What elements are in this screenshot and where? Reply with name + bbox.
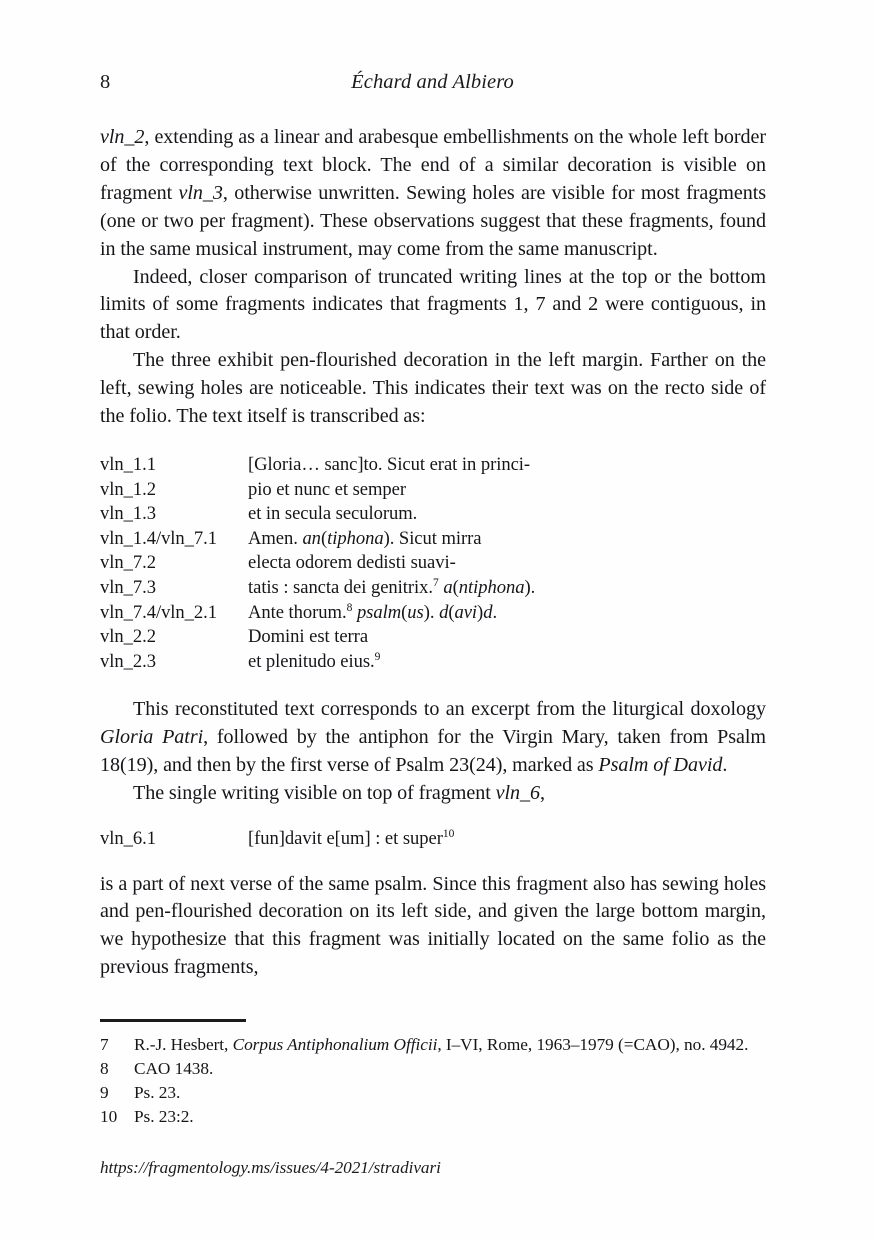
emphasis-text: an: [302, 527, 321, 549]
transcription-line-text: [248, 650, 380, 675]
text-run: electa odorem dedisti suavi-: [248, 552, 456, 574]
transcription-line-label: vln_1.4/vln_7.1: [100, 527, 218, 549]
body-paragraphs-bottom: [100, 871, 766, 983]
text-run: tatis : sancta dei genitrix.: [248, 576, 434, 598]
transcription-line-label: vln_7.3: [100, 576, 156, 598]
text-run: , followed by the antiphon for the Virgin Mary, taken from Psalm 18(19), and then by the first verse of Psalm 23(24), marked as: [100, 726, 767, 777]
transcription-line: [100, 502, 766, 527]
text-run: This reconstituted text corresponds to an excerpt from the liturgical doxology: [133, 698, 766, 721]
transcription-line: [100, 827, 766, 852]
transcription-line-text: [248, 478, 406, 503]
transcription-line: [100, 478, 766, 503]
footer-url[interactable]: https://fragmentology.ms/issues/4-2021/stradivari: [100, 1158, 441, 1177]
text-run: CAO 1438.: [134, 1058, 214, 1078]
text-run: , otherwise unwritten. Sewing holes are visible for most fragments (one or two per fragment). These observations suggest that these fragments, found in the same musical instrument, may come from the same manuscript.: [100, 181, 766, 260]
text-run: ).: [524, 576, 536, 598]
body-paragraph: [100, 347, 766, 431]
footnote-text: [134, 1083, 180, 1102]
text-run: The single writing visible on top of fragment: [133, 782, 496, 805]
page-number: 8: [100, 71, 111, 93]
text-run: ).: [423, 601, 440, 623]
footnote-item: [100, 1105, 766, 1128]
transcription-line-label: vln_7.4/vln_2.1: [100, 601, 218, 623]
footnote-separator-rule: [100, 1019, 246, 1022]
emphasis-text: d: [483, 601, 493, 623]
text-run: , I–VI, Rome, 1963–1979 (=CAO), no. 4942.: [437, 1034, 749, 1054]
running-head-title: Échard and Albiero: [351, 71, 514, 93]
emphasis-text: a: [443, 576, 453, 598]
transcription-line: [100, 576, 766, 601]
text-run: [Gloria… sanc]to. Sicut erat in princi-: [248, 453, 531, 475]
footnote-reference: 8: [346, 601, 353, 614]
footnote-number: 10: [100, 1107, 118, 1127]
transcription-line-label: vln_2.3: [100, 650, 156, 672]
text-run: [fun]davit e[um] : et super: [248, 827, 443, 849]
emphasis-text: ntiphona: [458, 576, 525, 598]
spacer: [100, 674, 766, 696]
text-run: ,: [540, 782, 545, 805]
body-paragraph: [100, 264, 766, 348]
text-run: .: [492, 601, 498, 623]
transcription-line-text: [248, 827, 454, 852]
emphasis-text: Gloria Patri: [100, 726, 204, 749]
footnote-reference: 9: [374, 650, 381, 663]
spacer: [100, 852, 766, 871]
text-run: , extending as a linear and arabesque embellishments on the whole left border of the corresponding text block. The end of a similar decoration is visible on fragment: [100, 126, 766, 204]
footnote-text: [134, 1107, 194, 1126]
transcription-line: [100, 601, 766, 626]
transcription-line-label: vln_2.2: [100, 626, 156, 648]
body-paragraphs-top: [100, 124, 766, 431]
transcription-line-label: vln_1.1: [100, 453, 156, 475]
footnote-number: 8: [100, 1058, 109, 1078]
footnote-number: 7: [100, 1034, 109, 1054]
text-run: ): [477, 601, 484, 623]
footnote-reference: 7: [433, 576, 439, 589]
transcription-line-text: [248, 576, 535, 601]
body-paragraph: [100, 124, 766, 264]
emphasis-text: vln_3: [178, 181, 223, 204]
text-run: The three exhibit pen-flourished decoration in the left margin. Farther on the left, sewing holes are noticeable. This indicates their text was on the recto side of the folio. The text itself is transcribed as:: [100, 349, 766, 428]
emphasis-text: avi: [454, 601, 478, 623]
text-run: et in secula seculorum.: [248, 503, 418, 525]
transcription-line-text: [248, 625, 368, 650]
transcription-line: [100, 650, 766, 675]
body-paragraph: [100, 871, 766, 983]
text-run: ). Sicut mirra: [383, 527, 482, 549]
footnote-item: [100, 1033, 766, 1056]
text-run: Indeed, closer comparison of truncated writing lines at the top or the bottom limits of some fragments indicates that fragments 1, 7 and 2 were contiguous, in that order.: [100, 265, 766, 344]
transcription-line-text: [248, 551, 456, 576]
transcription-block-main: [100, 453, 766, 674]
transcription-line-text: [248, 502, 417, 527]
footnote-reference: 10: [442, 827, 455, 840]
transcription-line-label: vln_1.2: [100, 478, 156, 500]
transcription-line-text: [248, 527, 482, 552]
footnote-item: [100, 1057, 766, 1080]
transcription-line-label: vln_7.2: [100, 552, 156, 574]
text-run: (: [448, 601, 455, 623]
transcription-line-label: vln_1.3: [100, 503, 156, 525]
body-paragraph: [100, 780, 766, 808]
text-run: (: [320, 527, 328, 549]
emphasis-text: d: [439, 601, 449, 623]
transcription-line: [100, 551, 766, 576]
text-run: et plenitudo eius.: [248, 650, 375, 672]
footnotes-section: [100, 1019, 766, 1129]
spacer: [100, 431, 766, 453]
transcription-line-text: [248, 601, 497, 626]
transcription-line-text: [248, 453, 530, 478]
running-head: [100, 68, 765, 98]
spacer: [100, 808, 766, 827]
body-paragraphs-middle: [100, 696, 766, 808]
text-run: Ps. 23.: [134, 1083, 181, 1102]
emphasis-text: Corpus Antiphonalium Officii: [232, 1034, 438, 1054]
transcription-line: [100, 527, 766, 552]
footnote-list: [100, 1033, 766, 1129]
transcription-line-label: vln_6.1: [100, 827, 156, 849]
text-run: R.-J. Hesbert,: [134, 1034, 233, 1054]
transcription-line: [100, 625, 766, 650]
emphasis-text: tiphona: [327, 527, 384, 549]
emphasis-text: us: [407, 601, 424, 623]
footnote-item: [100, 1081, 766, 1104]
transcription-line: [100, 453, 766, 478]
text-column: [100, 124, 766, 982]
footnote-text: [134, 1035, 748, 1054]
footnote-number: 9: [100, 1083, 109, 1102]
transcription-block-second: [100, 827, 766, 852]
text-run: (: [452, 576, 459, 598]
text-run: Amen.: [248, 527, 303, 549]
text-run: Domini est terra: [248, 626, 369, 648]
footnote-text: [134, 1059, 213, 1078]
text-run: (: [401, 601, 408, 623]
body-paragraph: [100, 696, 766, 780]
text-run: pio et nunc et semper: [248, 478, 406, 500]
text-run: .: [722, 754, 728, 777]
text-run: is a part of next verse of the same psalm. Since this fragment also has sewing holes and pen-flourished decoration on its left side, and given the large bottom margin, we hypothesize that this fragment was initially located on the same folio as the previous fragments,: [100, 872, 766, 979]
text-run: Ante thorum.: [248, 601, 347, 623]
emphasis-text: vln_2: [100, 126, 145, 148]
emphasis-text: vln_6: [495, 782, 540, 805]
emphasis-text: Psalm of David: [598, 754, 723, 777]
emphasis-text: psalm: [356, 601, 402, 623]
text-run: Ps. 23:2.: [134, 1107, 194, 1127]
